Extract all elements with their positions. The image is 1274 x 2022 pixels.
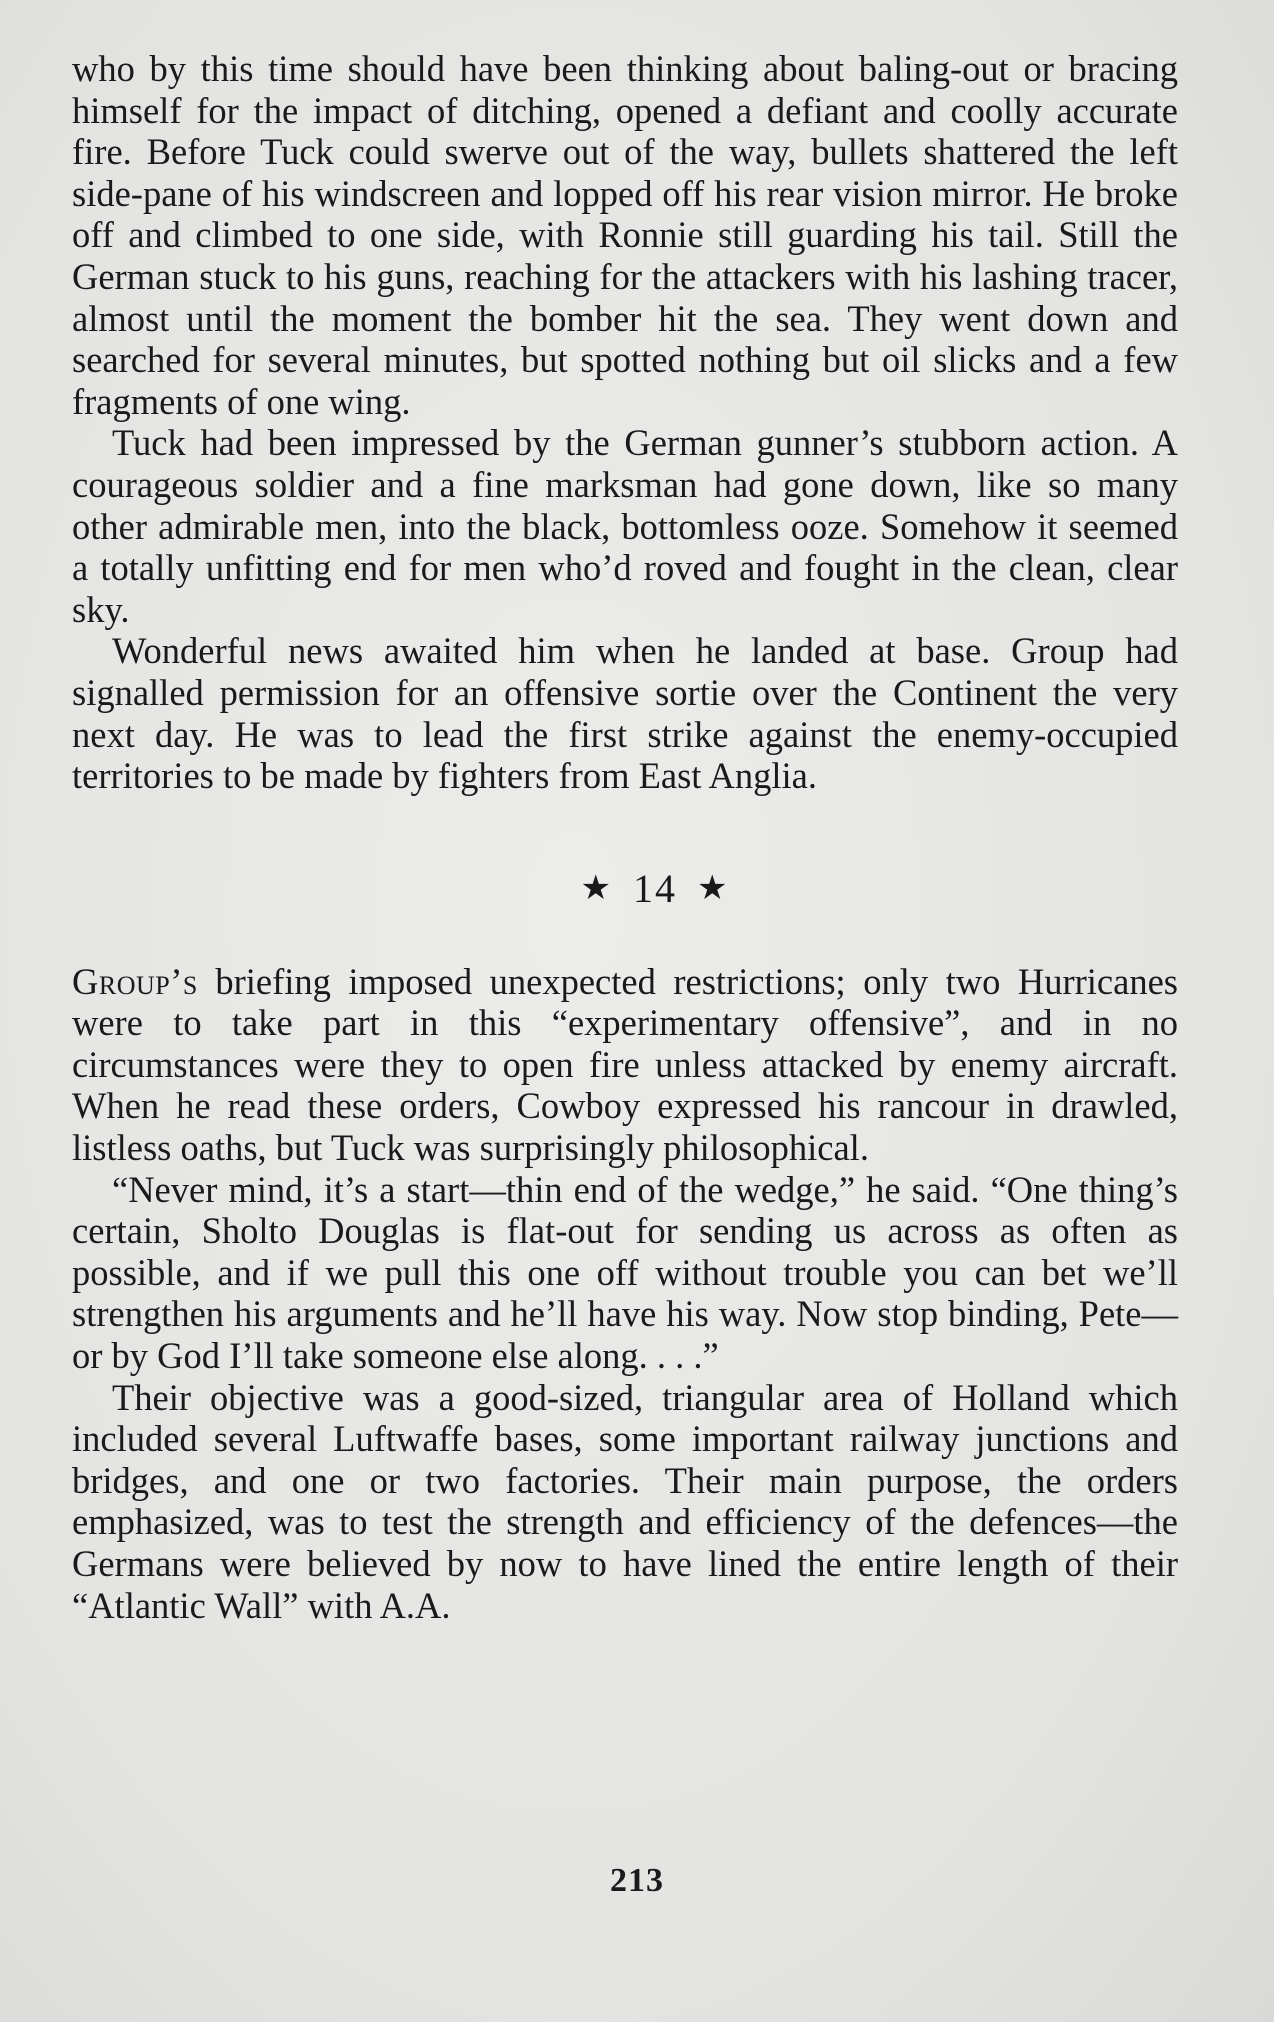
- body-text: [72, 48, 1178, 1626]
- paragraph-german-gunner: Tuck had been impressed by the German gunner’s stubborn action. A courageous soldier and a fine marksman had gone down, like so many other admirable men, into the black, bottomless ooze. Somehow it seemed a totally unfitting end for men who’d roved and fought in the clean, clear sky.: [72, 422, 1178, 630]
- paragraph-never-mind: “Never mind, it’s a start—thin end of the wedge,” he said. “One thing’s certain, Sholto Douglas is flat-out for sending us across as often as possible, and if we pull this one off without trouble you can bet we’ll strengthen his arguments and he’ll have his way. Now stop binding, Pete—or by God I’ll take someone else along. . . .”: [72, 1168, 1178, 1377]
- page-number: 213: [610, 1862, 664, 1899]
- star-icon-right: ★: [697, 869, 730, 907]
- paragraph-group-briefing: [72, 961, 1178, 1169]
- star-icon-left: ★: [580, 869, 613, 907]
- chapter-lead-word: Group’s: [72, 960, 198, 1002]
- paragraph-objective: Their objective was a good-sized, triangular area of Holland which included several Luftwaffe bases, some important railway junctions and bridges, and one or two factories. Their main purpose, the orders emphasized, was to test the strength and efficiency of the defences—the Germans were believed by now to have lined the entire length of their “Atlantic Wall” with A.A.: [72, 1376, 1178, 1626]
- paragraph-wonderful-news: Wonderful news awaited him when he landed at base. Group had signalled permission for an offensive sortie over the Continent the very next day. He was to lead the first strike against the enemy-occupied territories to be made by fighters from East Anglia.: [72, 630, 1178, 797]
- chapter-number: 14: [633, 865, 677, 911]
- paragraph-continuation: who by this time should have been thinking about baling-out or bracing himself for the impact of ditching, opened a defiant and coolly accurate fire. Before Tuck could swerve out of the way, bullets shattered the left side-pane of his windscreen and lopped off his rear vision mirror. He broke off and climbed to one side, with Ronnie still guarding his tail. Still the German stuck to his guns, reaching for the attackers with his lashing tracer, almost until the moment the bomber hit the sea. They went down and searched for several minutes, but spotted nothing but oil slicks and a few fragments of one wing.: [72, 48, 1178, 422]
- chapter-heading: [72, 835, 1178, 935]
- paragraph-group-briefing-rest: briefing imposed unexpected restrictions; only two Hurricanes were to take part in this “experimentary offensive”, and in no circumstances were they to open fire unless attacked by enemy aircraft. When he read these orders, Cowboy expressed his rancour in drawled, listless oaths, but Tuck was surprisingly philosophical.: [72, 960, 1178, 1169]
